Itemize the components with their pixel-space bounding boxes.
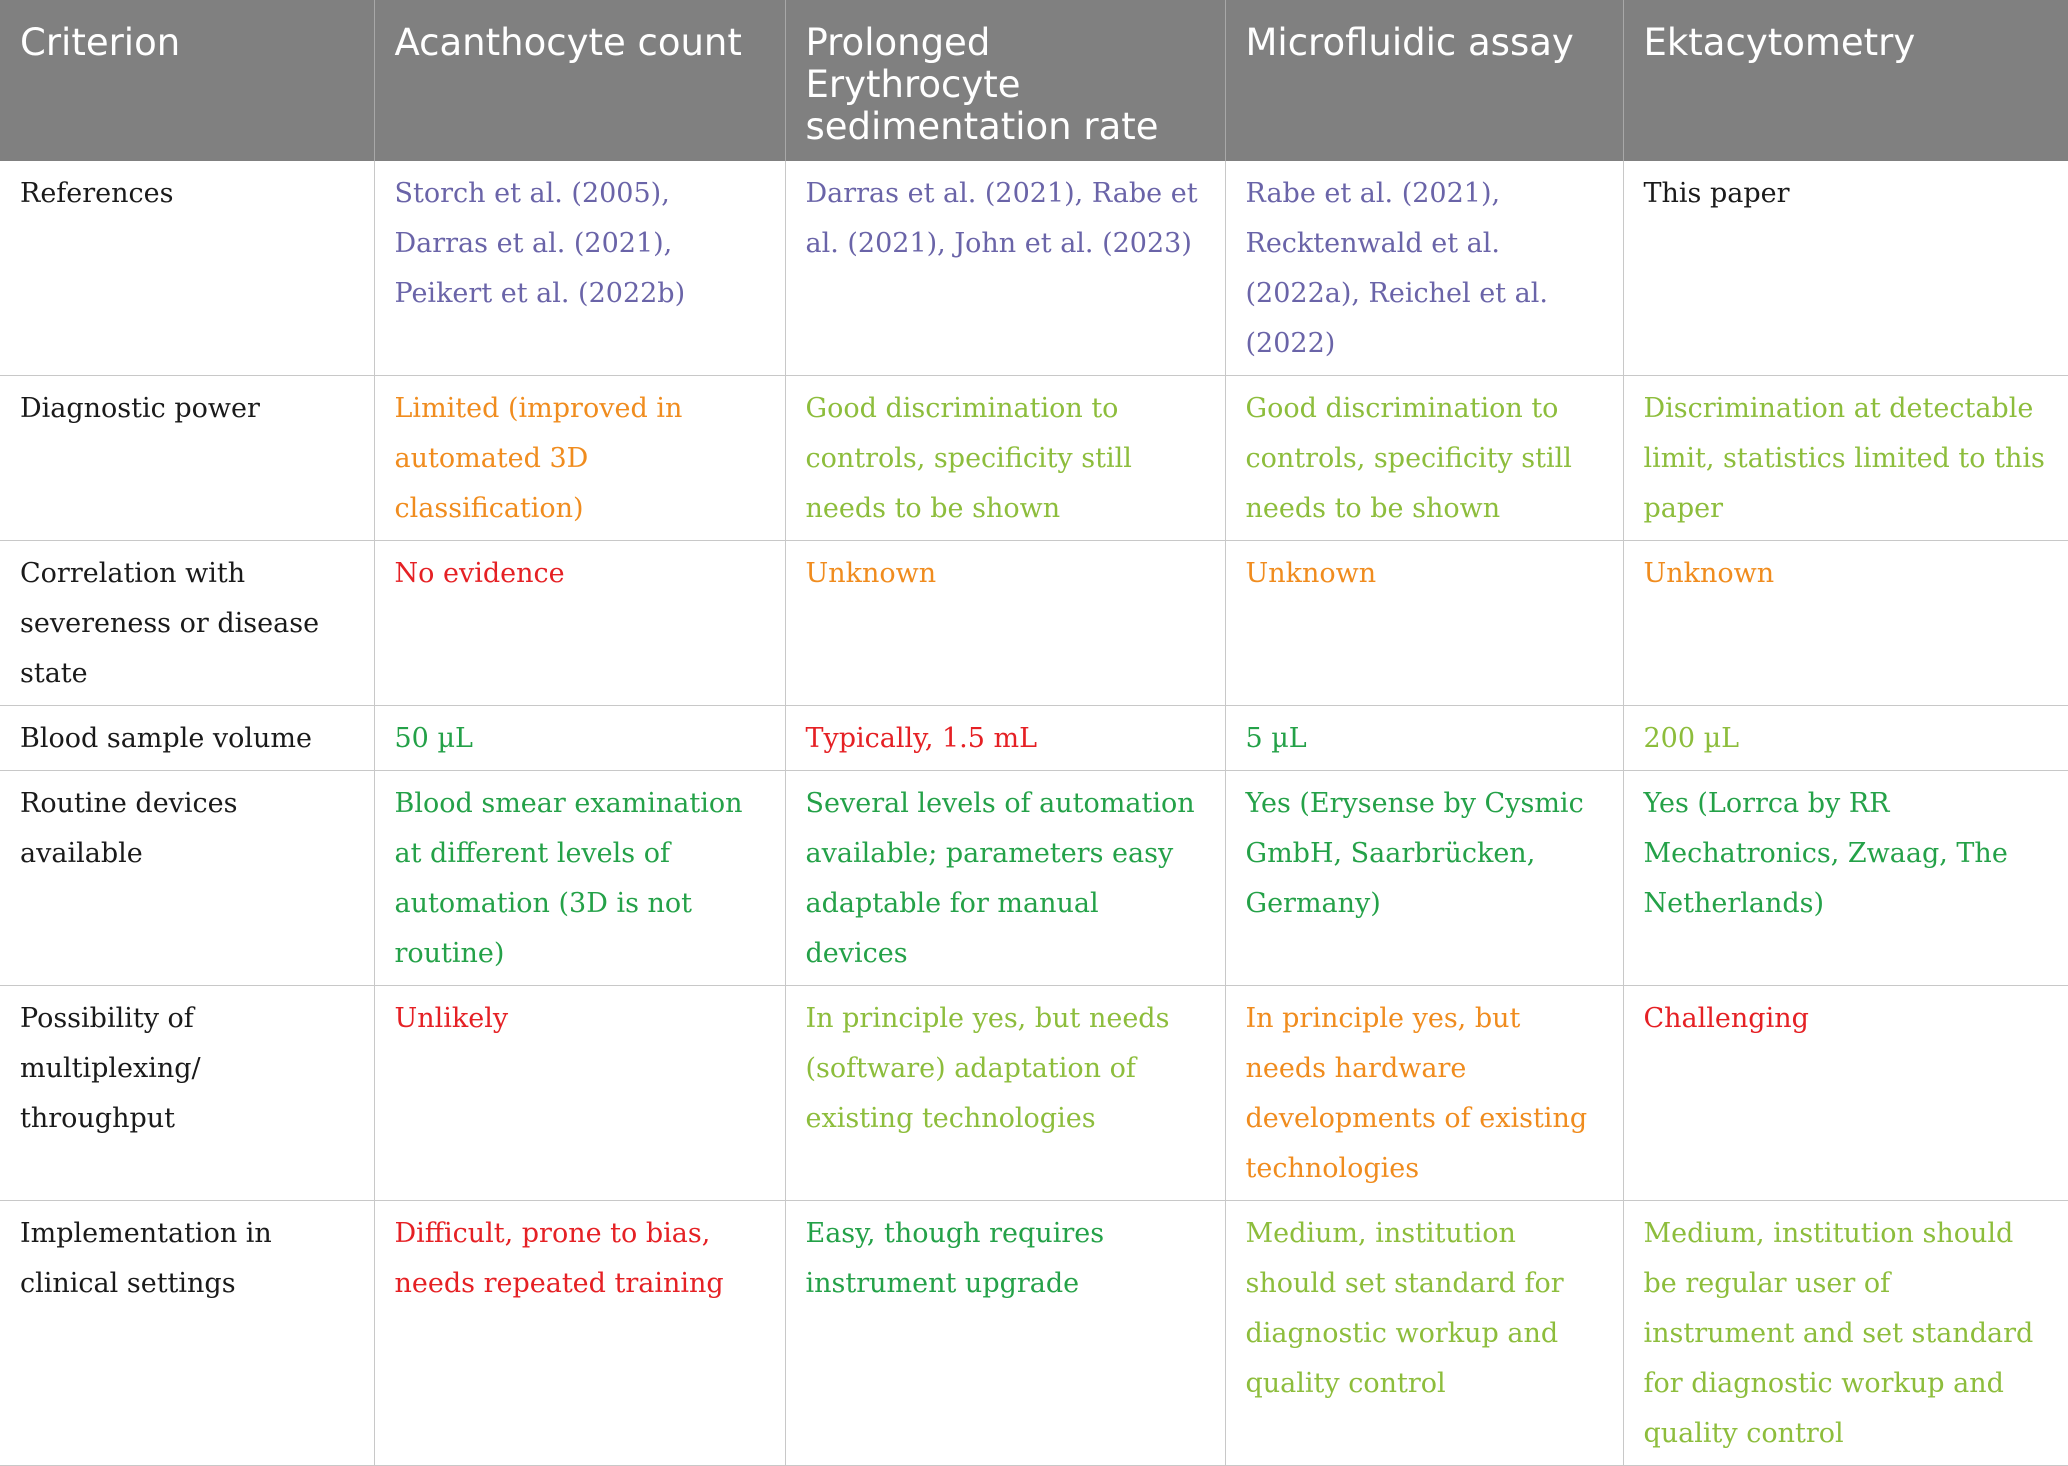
- table-cell: Typically, 1.5 mL: [785, 706, 1225, 771]
- table-cell: 5 µL: [1225, 706, 1623, 771]
- table-cell: 50 µL: [374, 706, 785, 771]
- criterion-cell: Routine devices available: [0, 771, 374, 986]
- table-cell: In principle yes, but needs (software) adaptation of existing technologies: [785, 986, 1225, 1201]
- table-cell: Yes (Lorrca by RR Mechatronics, Zwaag, The Netherlands): [1623, 771, 2068, 986]
- table-cell: Discrimination at detectable limit, statistics limited to this paper: [1623, 376, 2068, 541]
- criterion-cell: Possibility of multiplexing/ throughput: [0, 986, 374, 1201]
- table-cell: No evidence: [374, 541, 785, 706]
- table-row: [0, 986, 2068, 1201]
- header-microfluidic-assay: Microfluidic assay: [1225, 0, 1623, 161]
- table-cell: Yes (Erysense by Cysmic GmbH, Saarbrücken, Germany): [1225, 771, 1623, 986]
- table-row: [0, 376, 2068, 541]
- table-cell: Several levels of automation available; parameters easy adaptable for manual devices: [785, 771, 1225, 986]
- table-cell: Good discrimination to controls, specificity still needs to be shown: [785, 376, 1225, 541]
- table-row: [0, 541, 2068, 706]
- table-cell: Unknown: [785, 541, 1225, 706]
- table-cell: Difficult, prone to bias, needs repeated training: [374, 1201, 785, 1466]
- header-prolonged-esr: Prolonged Erythrocyte sedimentation rate: [785, 0, 1225, 161]
- table-cell: In principle yes, but needs hardware developments of existing technologies: [1225, 986, 1623, 1201]
- table-cell: Darras et al. (2021), Rabe et al. (2021), John et al. (2023): [785, 161, 1225, 376]
- table-cell: Limited (improved in automated 3D classification): [374, 376, 785, 541]
- table-cell: Storch et al. (2005), Darras et al. (2021), Peikert et al. (2022b): [374, 161, 785, 376]
- table-cell: Challenging: [1623, 986, 2068, 1201]
- table-row: [0, 706, 2068, 771]
- table-row: [0, 1201, 2068, 1466]
- criterion-cell: Implementation in clinical settings: [0, 1201, 374, 1466]
- table-cell: This paper: [1623, 161, 2068, 376]
- header-row: [0, 0, 2068, 161]
- criterion-cell: References: [0, 161, 374, 376]
- table-row: [0, 161, 2068, 376]
- table-cell: Medium, institution should set standard for diagnostic workup and quality control: [1225, 1201, 1623, 1466]
- criterion-cell: Diagnostic power: [0, 376, 374, 541]
- table-cell: Blood smear examination at different levels of automation (3D is not routine): [374, 771, 785, 986]
- table-row: [0, 771, 2068, 986]
- table-cell: Unknown: [1225, 541, 1623, 706]
- header-ektacytometry: Ektacytometry: [1623, 0, 2068, 161]
- table-cell: Good discrimination to controls, specificity still needs to be shown: [1225, 376, 1623, 541]
- table-cell: Medium, institution should be regular user of instrument and set standard for diagnostic workup and quality control: [1623, 1201, 2068, 1466]
- table-cell: Easy, though requires instrument upgrade: [785, 1201, 1225, 1466]
- criterion-cell: Blood sample volume: [0, 706, 374, 771]
- header-acanthocyte-count: Acanthocyte count: [374, 0, 785, 161]
- header-criterion: Criterion: [0, 0, 374, 161]
- table-cell: Unknown: [1623, 541, 2068, 706]
- table-cell: Unlikely: [374, 986, 785, 1201]
- criterion-cell: Correlation with severeness or disease state: [0, 541, 374, 706]
- table-cell: 200 µL: [1623, 706, 2068, 771]
- table-cell: Rabe et al. (2021), Recktenwald et al. (2022a), Reichel et al. (2022): [1225, 161, 1623, 376]
